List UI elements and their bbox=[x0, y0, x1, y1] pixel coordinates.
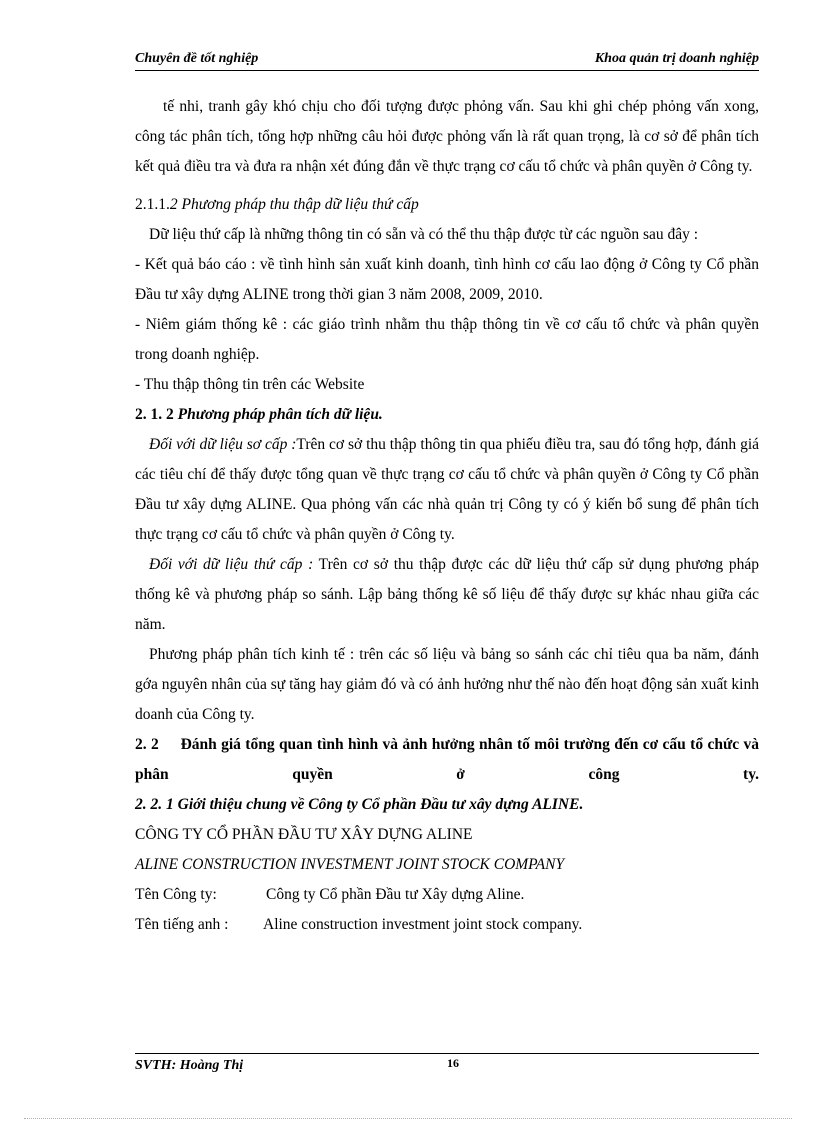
field-label: Tên tiếng anh : bbox=[135, 916, 229, 933]
footer-rule bbox=[135, 1053, 759, 1054]
paragraph-lead: Đối với dữ liệu sơ cấp : bbox=[149, 436, 297, 453]
field-label: Tên Công ty: bbox=[135, 886, 217, 903]
bullet-reports: - Kết quả báo cáo : về tình hình sản xuất kinh doanh, tình hình cơ cấu lao động ở Công ty Cổ phần Đầu tư xây dựng ALINE trong thời gian 3 năm 2008, 2009, 2010. bbox=[135, 256, 759, 303]
page-bottom-border bbox=[24, 1118, 792, 1119]
heading-secondary-data bbox=[135, 190, 759, 220]
bullet-yearbook: - Niêm giám thống kê : các giáo trình nhằm thu thập thông tin về cơ cấu tổ chức và phân quyền trong doanh nghiệp. bbox=[135, 316, 759, 363]
page-number: 16 bbox=[447, 1056, 459, 1070]
heading-overview: 2. 2 Đánh giá tổng quan tình hình và ảnh hưởng nhân tố môi trường đến cơ cấu tổ chức và phân quyền ở công ty. bbox=[135, 736, 763, 783]
footer-author: SVTH: Hoàng Thị bbox=[135, 1058, 244, 1073]
paragraph-text: Trên cơ sở thu thập thông tin qua phiếu điều tra, sau đó tổng hợp, đánh giá các tiêu chí để thấy được tổng quan về thực trạng cơ cấu tổ chức và phân quyền ở Công ty Cổ phần Đầu tư xây dựng ALINE. Qua phỏng vấn các nhà quản trị Công ty có ý kiến bổ sung để phân tích thực trạng cơ cấu tổ chức và phân quyền ở Công ty. bbox=[135, 436, 760, 543]
company-en-row bbox=[135, 910, 759, 940]
paragraph-interview: tế nhi, tranh gây khó chịu cho đối tượng được phỏng vấn. Sau khi ghi chép phỏng vấn xong, công tác phân tích, tổng hợp những câu hỏi được phỏng vấn là rất quan trọng, là cơ sở để phân tích kết quả điều tra và đưa ra nhận xét đúng đắn về thực trạng cơ cấu tổ chức và phân quyền ở Công ty. bbox=[135, 98, 759, 175]
field-value: Aline construction investment joint stock company. bbox=[263, 916, 583, 933]
heading-analysis-method bbox=[135, 400, 759, 430]
paragraph-text: Trên cơ sở thu thập được các dữ liệu thứ cấp sử dụng phương pháp thống kê và phương pháp so sánh. Lập bảng thống kê số liệu để thấy được sự khác nhau giữa các năm. bbox=[135, 556, 759, 633]
heading-title: Phương pháp phân tích dữ liệu. bbox=[177, 406, 383, 423]
heading-company-intro: 2. 2. 1 Giới thiệu chung về Công ty Cổ phần Đầu tư xây dựng ALINE. bbox=[135, 796, 584, 813]
header-left: Chuyên đề tốt nghiệp bbox=[135, 51, 259, 66]
paragraph-primary-data bbox=[135, 430, 759, 550]
page-header bbox=[135, 50, 759, 71]
page-body bbox=[135, 92, 763, 940]
heading-number: 2. 1. 2 bbox=[135, 406, 174, 423]
company-name-en: ALINE CONSTRUCTION INVESTMENT JOINT STOCK COMPANY bbox=[135, 856, 565, 873]
field-value: Công ty Cổ phần Đầu tư Xây dựng Aline. bbox=[266, 886, 525, 903]
bullet-websites: - Thu thập thông tin trên các Website bbox=[135, 376, 365, 393]
paragraph-secondary-data: Dữ liệu thứ cấp là những thông tin có sẵn và có thể thu thập được từ các nguồn sau đây : bbox=[149, 226, 699, 243]
company-name-vn: CÔNG TY CỔ PHẦN ĐẦU TƯ XÂY DỰNG ALINE bbox=[135, 826, 473, 843]
paragraph-secondary-analysis bbox=[135, 550, 759, 640]
company-name-row bbox=[135, 880, 759, 910]
heading-title: 2 Phương pháp thu thập dữ liệu thứ cấp bbox=[169, 196, 419, 213]
heading-number: 2.1.1. bbox=[135, 196, 170, 213]
paragraph-lead: Đối với dữ liệu thứ cấp : bbox=[149, 556, 314, 573]
header-right: Khoa quản trị doanh nghiệp bbox=[594, 51, 759, 66]
paragraph-economic-analysis: Phương pháp phân tích kinh tế : trên các số liệu và bảng so sánh các chỉ tiêu qua ba năm, đánh gớa nguyên nhân của sự tăng hay giảm đó và có ảnh hưởng như thế nào đến hoạt động sản xuất kinh doanh của Công ty. bbox=[135, 646, 759, 723]
